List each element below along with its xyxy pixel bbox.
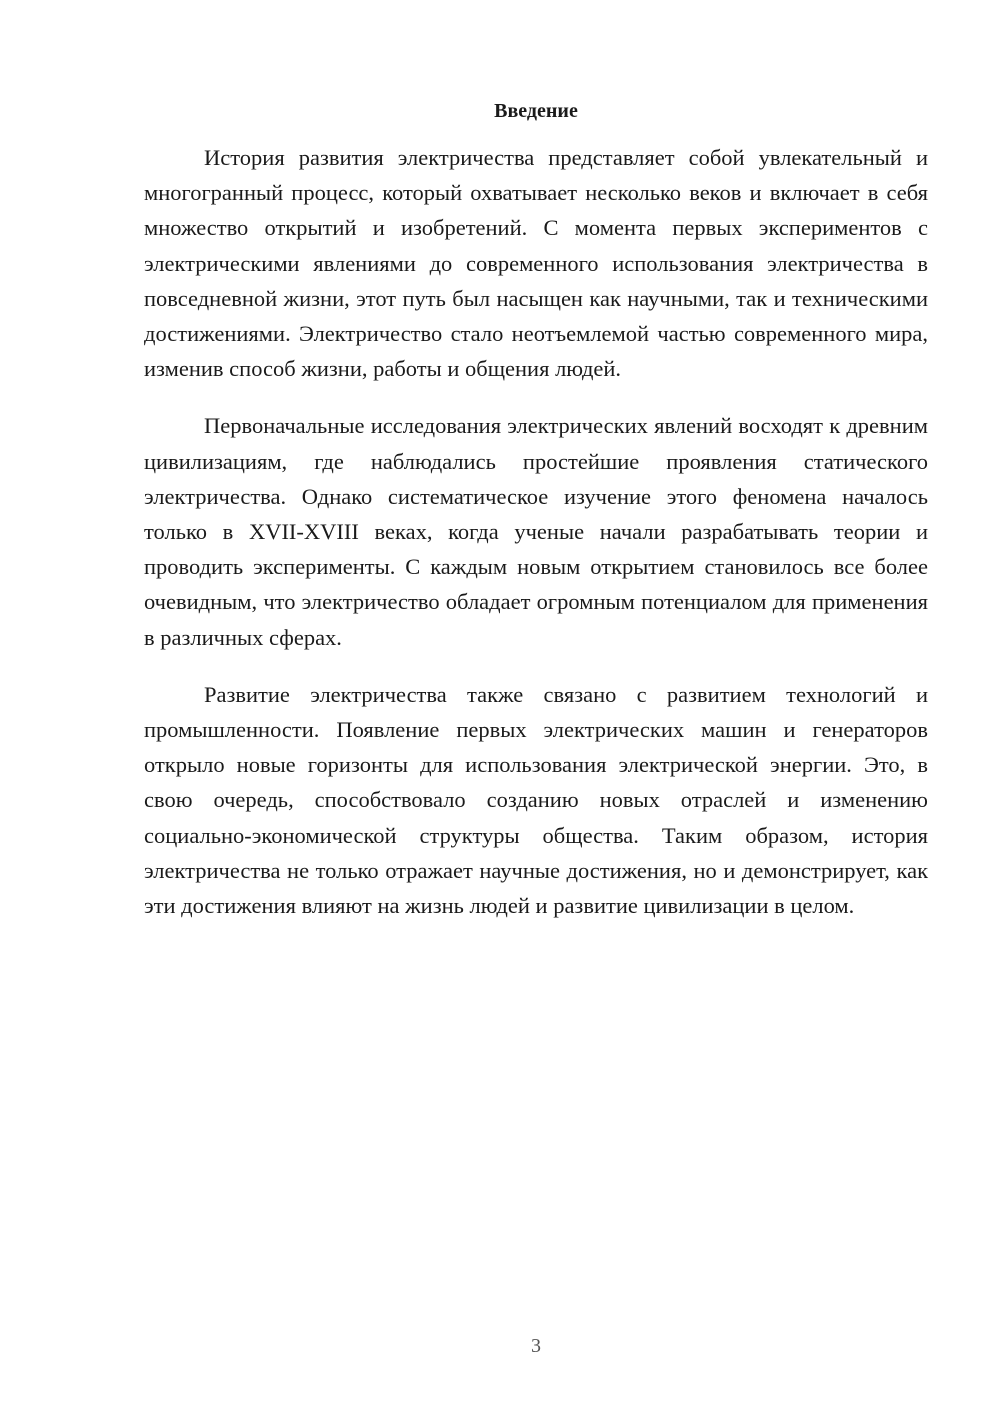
paragraph: Первоначальные исследования электрических явлений восходят к древним цивилизациям, где наблюдались простейшие проявления статического электричества. Однако систематическое изучение этого феномена началось только в XVII-XVIII веках, когда ученые начали разрабатывать теории и проводить эксперименты. С каждым новым открытием становилось все более очевидным, что электричество обладает огромным потенциалом для применения в различных сферах.: [144, 413, 928, 650]
body-text: [144, 140, 928, 945]
paragraph: История развития электричества представляет собой увлекательный и многогранный процесс, который охватывает несколько веков и включает в себя множество открытий и изобретений. С момента первых экспериментов с электрическими явлениями до современного использования электричества в повседневной жизни, этот путь был насыщен как научными, так и техническими достижениями. Электричество стало неотъемлемой частью современного мира, изменив способ жизни, работы и общения людей.: [144, 145, 928, 382]
section-heading: Введение: [494, 100, 578, 122]
paragraph: Развитие электричества также связано с развитием технологий и промышленности. Появление первых электрических машин и генераторов открыло новые горизонты для использования электрической энергии. Это, в свою очередь, способствовало созданию новых отраслей и изменению социально-экономической структуры общества. Таким образом, история электричества не только отражает научные достижения, но и демонстрирует, как эти достижения влияют на жизнь людей и развитие цивилизации в целом.: [144, 681, 928, 919]
page-number: 3: [531, 1335, 541, 1357]
